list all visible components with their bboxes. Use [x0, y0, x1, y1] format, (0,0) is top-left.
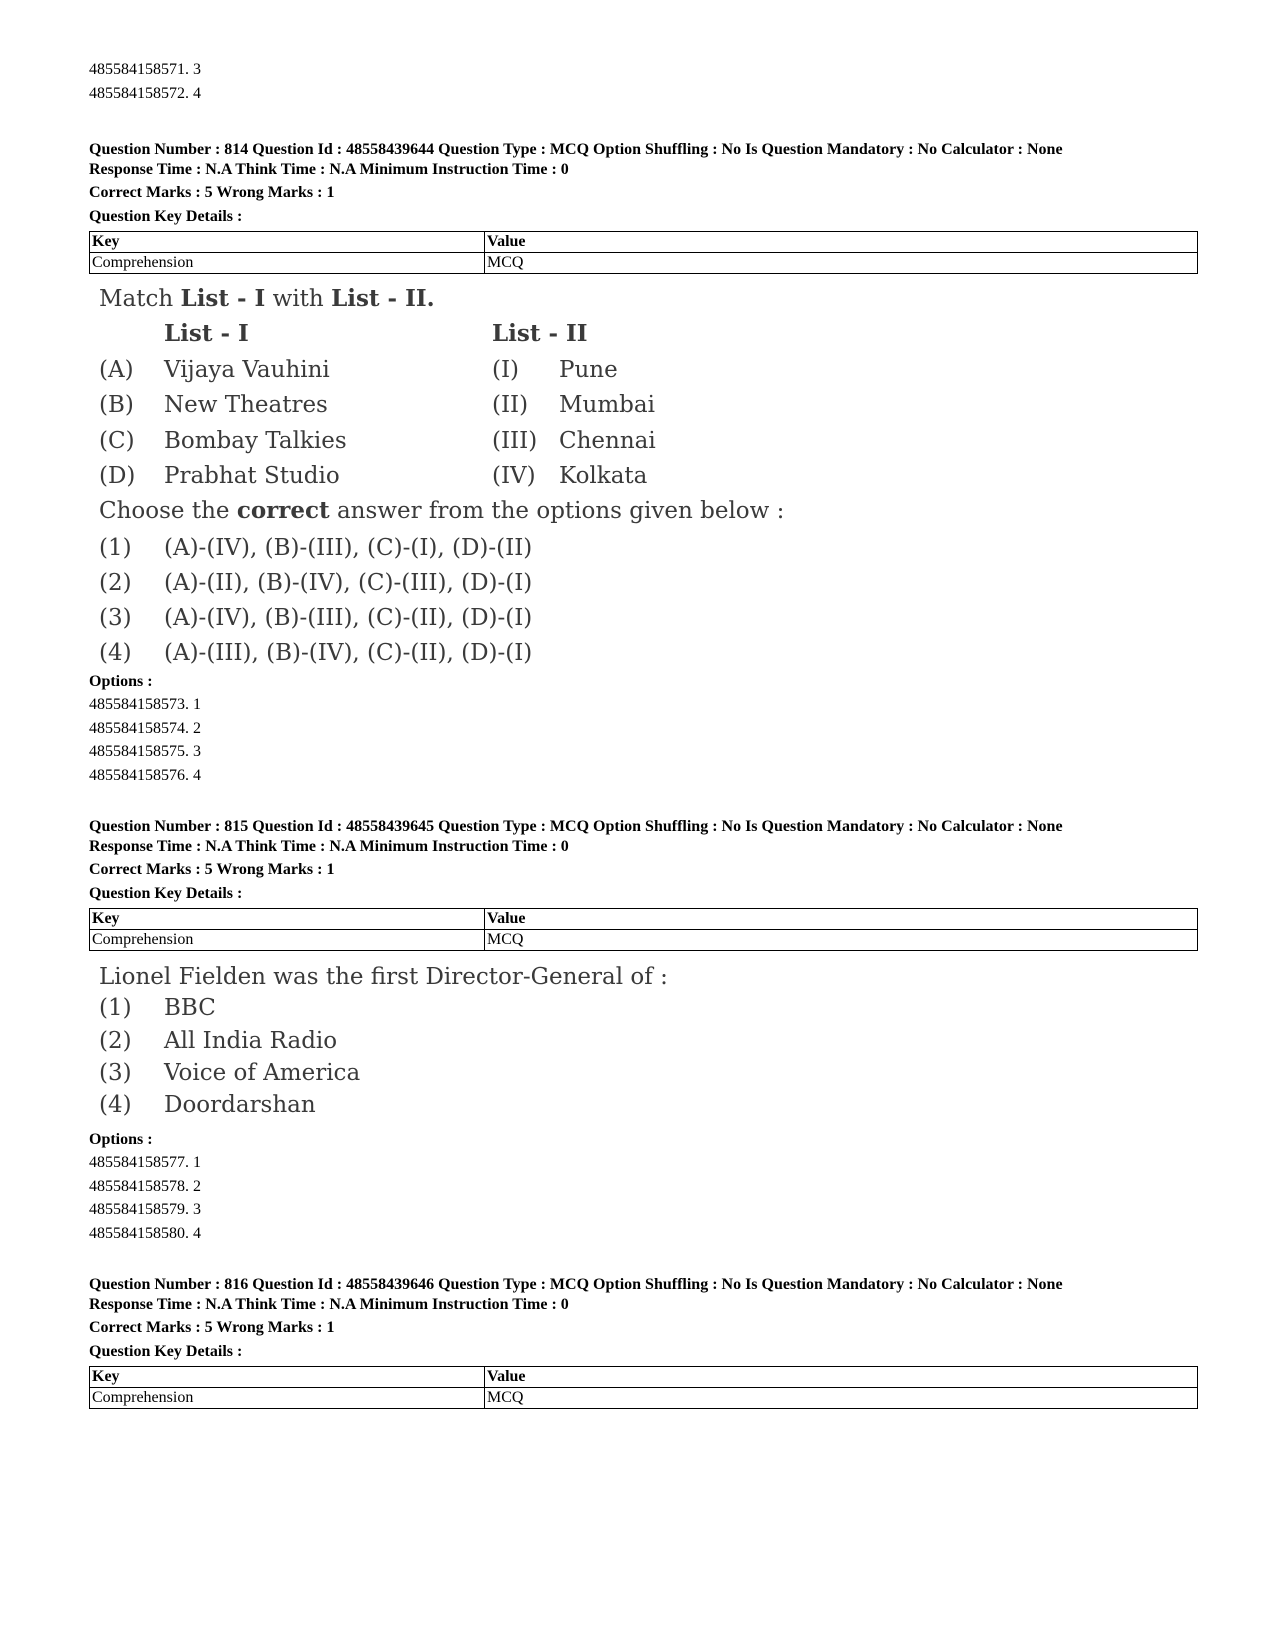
- question-meta: Question Number : 815 Question Id : 48558439645 Question Type : MCQ Option Shuffling : No Is Question Mandatory : No Calculator : None: [89, 818, 1063, 835]
- option-line: 485584158576. 4: [89, 767, 201, 784]
- key-details-table: [89, 231, 1198, 274]
- question-marks: Correct Marks : 5 Wrong Marks : 1: [89, 1319, 335, 1336]
- table-header-value: Value: [485, 232, 1198, 253]
- option-line: 485584158575. 3: [89, 743, 201, 760]
- table-header-key: Key: [90, 232, 485, 253]
- options-label: Options :: [89, 1131, 153, 1148]
- question-timing: Response Time : N.A Think Time : N.A Minimum Instruction Time : 0: [89, 161, 569, 178]
- option-line: 485584158574. 2: [89, 720, 201, 737]
- option-line: 485584158573. 1: [89, 696, 201, 713]
- question-text: Lionel Fielden was the first Director-General of :: [99, 964, 668, 990]
- option-line: 485584158572. 4: [89, 85, 201, 102]
- key-details-label: Question Key Details :: [89, 208, 243, 225]
- option-line: 485584158579. 3: [89, 1201, 201, 1218]
- question-marks: Correct Marks : 5 Wrong Marks : 1: [89, 861, 335, 878]
- table-cell-key: Comprehension: [90, 1388, 485, 1409]
- choose-instruction: Choose the correct answer from the options given below :: [99, 497, 785, 524]
- key-details-table: [89, 1366, 1198, 1409]
- list2-header: List - II: [492, 320, 588, 347]
- table-header-value: Value: [485, 1367, 1198, 1388]
- table-cell-value: MCQ: [485, 930, 1198, 951]
- table-cell-value: MCQ: [485, 253, 1198, 274]
- option-line: 485584158577. 1: [89, 1154, 201, 1171]
- options-label: Options :: [89, 673, 153, 690]
- question-timing: Response Time : N.A Think Time : N.A Minimum Instruction Time : 0: [89, 838, 569, 855]
- question-text: Match List - I with List - II.: [99, 285, 435, 312]
- table-header-key: Key: [90, 909, 485, 930]
- table-cell-key: Comprehension: [90, 253, 485, 274]
- key-details-table: [89, 908, 1198, 951]
- question-meta: Question Number : 814 Question Id : 48558439644 Question Type : MCQ Option Shuffling : No Is Question Mandatory : No Calculator : None: [89, 141, 1063, 158]
- key-details-label: Question Key Details :: [89, 885, 243, 902]
- table-cell-key: Comprehension: [90, 930, 485, 951]
- option-line: 485584158578. 2: [89, 1178, 201, 1195]
- question-meta: Question Number : 816 Question Id : 48558439646 Question Type : MCQ Option Shuffling : No Is Question Mandatory : No Calculator : None: [89, 1276, 1063, 1293]
- question-timing: Response Time : N.A Think Time : N.A Minimum Instruction Time : 0: [89, 1296, 569, 1313]
- table-header-key: Key: [90, 1367, 485, 1388]
- table-header-value: Value: [485, 909, 1198, 930]
- question-marks: Correct Marks : 5 Wrong Marks : 1: [89, 184, 335, 201]
- key-details-label: Question Key Details :: [89, 1343, 243, 1360]
- table-cell-value: MCQ: [485, 1388, 1198, 1409]
- option-line: 485584158580. 4: [89, 1225, 201, 1242]
- list1-header: List - I: [164, 320, 249, 347]
- option-line: 485584158571. 3: [89, 61, 201, 78]
